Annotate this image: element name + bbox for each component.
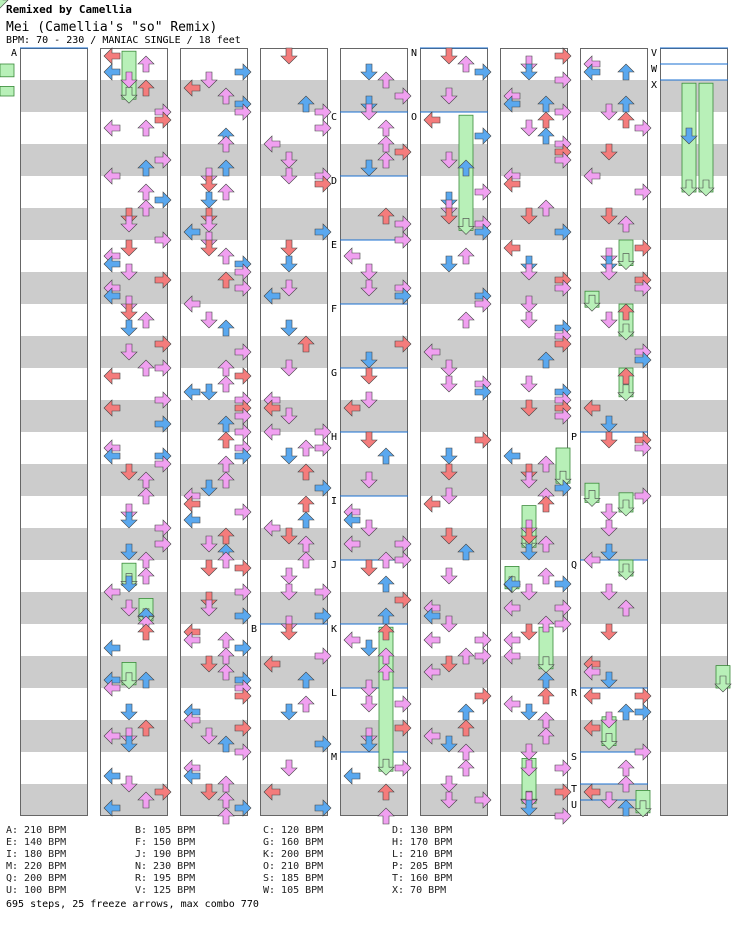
- down-arrow-note: [281, 48, 297, 64]
- bpm-change-label: D: [331, 176, 338, 187]
- left-arrow-note: [104, 64, 120, 80]
- chart-summary: 695 steps, 25 freeze arrows, max combo 770: [6, 899, 259, 910]
- down-arrow-note: [201, 312, 217, 328]
- bpm-change-label: P: [571, 432, 578, 443]
- down-arrow-note: [441, 448, 457, 464]
- right-arrow-note: [235, 504, 251, 520]
- bpm-legend-entry: Q: 200 BPM: [6, 873, 67, 884]
- right-arrow-note: [475, 688, 491, 704]
- bpm-change-label: B: [251, 624, 258, 635]
- freeze-arrow-body: [699, 83, 713, 192]
- beat-stripe: [580, 208, 648, 240]
- down-arrow-note: [441, 376, 457, 392]
- right-arrow-note: [475, 632, 491, 648]
- right-arrow-note: [235, 640, 251, 656]
- up-arrow-note: [298, 512, 314, 528]
- down-arrow-note: [601, 624, 617, 640]
- bpm-legend-entry: G: 160 BPM: [263, 837, 324, 848]
- freeze-arrow-body: [0, 86, 14, 96]
- up-arrow-note: [538, 688, 554, 704]
- beat-stripe: [660, 336, 728, 368]
- bpm-legend-entry: L: 210 BPM: [392, 849, 453, 860]
- beat-stripe: [20, 272, 88, 304]
- down-arrow-note: [201, 384, 217, 400]
- right-arrow-note: [235, 560, 251, 576]
- bpm-legend-entry: W: 105 BPM: [263, 885, 324, 896]
- right-arrow-note: [555, 576, 571, 592]
- left-arrow-note: [424, 112, 440, 128]
- bpm-legend-entry: A: 210 BPM: [6, 825, 67, 836]
- left-arrow-note: [104, 368, 120, 384]
- right-arrow-note: [555, 760, 571, 776]
- right-arrow-note: [475, 64, 491, 80]
- down-arrow-note: [521, 704, 537, 720]
- bpm-change-label: U: [571, 800, 578, 811]
- beat-stripe: [500, 720, 568, 752]
- up-arrow-note: [218, 184, 234, 200]
- up-arrow-note: [218, 432, 234, 448]
- up-arrow-note: [298, 440, 314, 456]
- down-arrow-note: [361, 560, 377, 576]
- up-arrow-note: [458, 56, 474, 72]
- left-arrow-note: [504, 696, 520, 712]
- bpm-legend-entry: F: 150 BPM: [135, 837, 196, 848]
- down-arrow-note: [521, 120, 537, 136]
- bpm-legend-entry: O: 210 BPM: [263, 861, 324, 872]
- down-arrow-note: [121, 704, 137, 720]
- down-arrow-note: [361, 640, 377, 656]
- beat-stripe: [340, 656, 408, 688]
- down-arrow-note: [281, 448, 297, 464]
- up-arrow-note: [538, 128, 554, 144]
- up-arrow-note: [618, 64, 634, 80]
- right-arrow-note: [475, 432, 491, 448]
- up-arrow-note: [538, 496, 554, 512]
- up-arrow-note: [538, 568, 554, 584]
- right-arrow-note: [395, 696, 411, 712]
- down-arrow-note: [361, 368, 377, 384]
- bpm-change-label: J: [331, 560, 338, 571]
- bpm-legend-entry: E: 140 BPM: [6, 837, 67, 848]
- left-arrow-note: [104, 48, 120, 64]
- down-arrow-note: [361, 432, 377, 448]
- right-arrow-note: [235, 368, 251, 384]
- beat-stripe: [420, 400, 488, 432]
- down-arrow-note: [0, 0, 8, 8]
- bpm-change-label: E: [331, 240, 338, 251]
- left-arrow-note: [344, 768, 360, 784]
- bpm-change-label: I: [331, 496, 338, 507]
- right-arrow-note: [475, 184, 491, 200]
- bpm-change-label: M: [331, 752, 338, 763]
- left-arrow-note: [584, 688, 600, 704]
- bpm-change-label: L: [331, 688, 338, 699]
- down-arrow-note: [281, 760, 297, 776]
- bpm-legend-entry: C: 120 BPM: [263, 825, 324, 836]
- beat-stripe: [660, 784, 728, 816]
- right-arrow-note: [315, 440, 331, 456]
- down-arrow-note: [361, 696, 377, 712]
- right-arrow-note: [235, 64, 251, 80]
- left-arrow-note: [104, 120, 120, 136]
- down-arrow-note: [121, 240, 137, 256]
- beat-stripe: [20, 144, 88, 176]
- right-arrow-note: [315, 120, 331, 136]
- bpm-change-label: K: [331, 624, 338, 635]
- beat-stripe: [660, 720, 728, 752]
- up-arrow-note: [458, 248, 474, 264]
- bpm-legend-entry: D: 130 BPM: [392, 825, 453, 836]
- up-arrow-note: [138, 568, 154, 584]
- bpm-change-label: R: [571, 688, 578, 699]
- left-arrow-note: [504, 448, 520, 464]
- beat-stripe: [660, 464, 728, 496]
- beat-stripe: [420, 528, 488, 560]
- up-arrow-note: [538, 112, 554, 128]
- bpm-legend-entry: S: 185 BPM: [263, 873, 324, 884]
- beat-stripe: [20, 80, 88, 112]
- bpm-legend-entry: V: 125 BPM: [135, 885, 196, 896]
- up-arrow-note: [218, 632, 234, 648]
- bpm-legend-entry: X: 70 BPM: [392, 885, 447, 896]
- bpm-change-label: Q: [571, 560, 578, 571]
- left-arrow-note: [184, 512, 200, 528]
- beat-stripe: [20, 464, 88, 496]
- right-arrow-note: [635, 120, 651, 136]
- beat-stripe: [20, 656, 88, 688]
- bpm-change-label: F: [331, 304, 338, 315]
- up-arrow-note: [218, 376, 234, 392]
- down-arrow-note: [441, 48, 457, 64]
- beat-stripe: [20, 400, 88, 432]
- right-arrow-note: [635, 688, 651, 704]
- artist-line: Remixed by Camellia: [6, 3, 132, 16]
- bpm-legend-entry: H: 170 BPM: [392, 837, 453, 848]
- bpm-legend-entry: R: 195 BPM: [135, 873, 196, 884]
- up-arrow-note: [138, 56, 154, 72]
- beat-stripe: [580, 80, 648, 112]
- down-arrow-note: [281, 320, 297, 336]
- down-arrow-note: [521, 376, 537, 392]
- down-arrow-note: [521, 624, 537, 640]
- up-arrow-note: [378, 448, 394, 464]
- beat-stripe: [20, 784, 88, 816]
- down-arrow-note: [281, 256, 297, 272]
- beat-stripe: [100, 464, 168, 496]
- beat-stripe: [660, 208, 728, 240]
- down-arrow-note: [281, 568, 297, 584]
- up-arrow-note: [378, 120, 394, 136]
- bpm-change-label: C: [331, 112, 338, 123]
- left-arrow-note: [424, 632, 440, 648]
- beat-stripe: [660, 272, 728, 304]
- up-arrow-note: [218, 320, 234, 336]
- left-arrow-note: [104, 768, 120, 784]
- beat-stripe: [580, 592, 648, 624]
- right-arrow-note: [635, 240, 651, 256]
- left-arrow-note: [504, 632, 520, 648]
- bpm-legend-entry: J: 190 BPM: [135, 849, 196, 860]
- up-arrow-note: [458, 760, 474, 776]
- bpm-legend-entry: N: 230 BPM: [135, 861, 196, 872]
- up-arrow-note: [618, 704, 634, 720]
- right-arrow-note: [395, 760, 411, 776]
- up-arrow-note: [458, 312, 474, 328]
- bpm-legend-entry: U: 100 BPM: [6, 885, 67, 896]
- down-arrow-note: [201, 192, 217, 208]
- down-arrow-note: [521, 312, 537, 328]
- bpm-change-label: G: [331, 368, 338, 379]
- left-arrow-note: [344, 248, 360, 264]
- up-arrow-note: [618, 112, 634, 128]
- beat-stripe: [660, 592, 728, 624]
- chart-info: BPM: 70 - 230 / MANIAC SINGLE / 18 feet: [6, 35, 241, 46]
- bpm-change-label: O: [411, 112, 418, 123]
- bpm-legend-entry: P: 205 BPM: [392, 861, 453, 872]
- bpm-legend-entry: M: 220 BPM: [6, 861, 67, 872]
- left-arrow-note: [104, 640, 120, 656]
- beat-stripe: [260, 80, 328, 112]
- beat-stripe: [20, 336, 88, 368]
- up-arrow-note: [458, 704, 474, 720]
- beat-stripe: [260, 336, 328, 368]
- bpm-change-label: X: [651, 80, 658, 91]
- bpm-change-label: V: [651, 48, 658, 59]
- beat-stripe: [20, 592, 88, 624]
- beat-stripe: [20, 208, 88, 240]
- bpm-change-label: W: [651, 64, 658, 75]
- left-arrow-note: [424, 496, 440, 512]
- beat-stripe: [660, 528, 728, 560]
- up-arrow-note: [138, 184, 154, 200]
- down-arrow-note: [281, 240, 297, 256]
- right-arrow-note: [155, 192, 171, 208]
- bpm-change-label: N: [411, 48, 418, 59]
- down-arrow-note: [441, 256, 457, 272]
- bpm-legend-entry: B: 105 BPM: [135, 825, 196, 836]
- up-arrow-note: [378, 576, 394, 592]
- right-arrow-note: [635, 184, 651, 200]
- up-arrow-note: [138, 624, 154, 640]
- up-arrow-note: [298, 696, 314, 712]
- down-arrow-note: [441, 568, 457, 584]
- up-arrow-note: [618, 760, 634, 776]
- beat-stripe: [20, 720, 88, 752]
- down-arrow-note: [361, 64, 377, 80]
- up-arrow-note: [298, 496, 314, 512]
- down-arrow-note: [601, 504, 617, 520]
- beat-stripe: [340, 784, 408, 816]
- freeze-arrow-body: [0, 64, 14, 77]
- right-arrow-note: [475, 128, 491, 144]
- down-arrow-note: [121, 320, 137, 336]
- bpm-change-label: T: [571, 784, 578, 795]
- beat-stripe: [20, 528, 88, 560]
- beat-stripe: [180, 144, 248, 176]
- left-arrow-note: [504, 240, 520, 256]
- bpm-change-label: S: [571, 752, 578, 763]
- beat-stripe: [420, 464, 488, 496]
- left-arrow-note: [344, 632, 360, 648]
- bpm-change-label: A: [11, 48, 18, 59]
- down-arrow-note: [601, 312, 617, 328]
- up-arrow-note: [138, 120, 154, 136]
- bpm-legend-entry: T: 160 BPM: [392, 873, 453, 884]
- right-arrow-note: [635, 704, 651, 720]
- down-arrow-note: [281, 704, 297, 720]
- down-arrow-note: [601, 432, 617, 448]
- beat-stripe: [660, 400, 728, 432]
- up-arrow-note: [138, 312, 154, 328]
- left-arrow-note: [184, 384, 200, 400]
- song-title: Mei (Camellia's "so" Remix): [6, 20, 218, 35]
- bpm-legend-entry: K: 200 BPM: [263, 849, 324, 860]
- up-arrow-note: [218, 248, 234, 264]
- bpm-change-label: H: [331, 432, 338, 443]
- right-arrow-note: [555, 48, 571, 64]
- down-arrow-note: [201, 560, 217, 576]
- bpm-legend-entry: I: 180 BPM: [6, 849, 67, 860]
